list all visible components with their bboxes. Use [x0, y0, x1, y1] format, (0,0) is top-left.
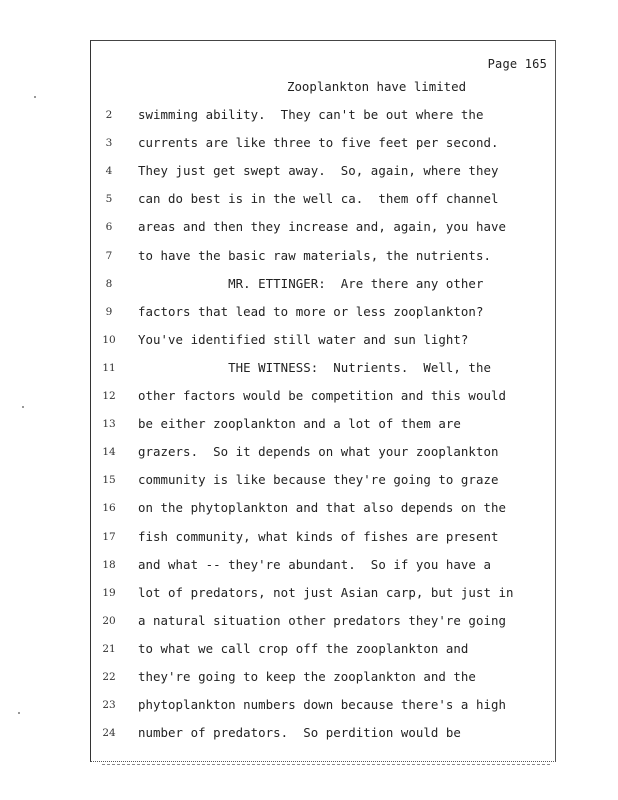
- line-number: 22: [102, 671, 116, 683]
- scan-speck: [22, 406, 24, 408]
- line-number: 13: [102, 418, 116, 431]
- line-text: other factors would be competition and this would: [138, 388, 506, 403]
- transcript-page: [90, 40, 556, 762]
- line-text: they're going to keep the zooplankton and the: [138, 669, 476, 684]
- line-number: 20: [102, 614, 116, 627]
- transcript-line: [91, 274, 555, 294]
- line-number: 8: [105, 277, 113, 290]
- line-text: areas and then they increase and, again, you have: [138, 219, 506, 235]
- line-text: phytoplankton numbers down because there's a high: [138, 697, 506, 713]
- line-text: They just get swept away. So, again, where they: [138, 163, 499, 179]
- transcript-line: [91, 667, 555, 687]
- line-text: lot of predators, not just Asian carp, but just in: [138, 584, 514, 600]
- page-number: Page 165: [487, 57, 547, 71]
- line-1-text: Zooplankton have limited: [287, 79, 467, 94]
- line-number: 7: [105, 249, 113, 262]
- transcript-line: [91, 583, 555, 603]
- line-text: THE WITNESS: Nutrients. Well, the: [138, 359, 491, 375]
- line-number: 2: [105, 109, 113, 121]
- line-number: 10: [102, 333, 116, 346]
- transcript-line: [91, 695, 555, 715]
- scan-speck: [34, 96, 36, 98]
- line-number: 16: [102, 502, 116, 515]
- line-text: to have the basic raw materials, the nutrients.: [138, 247, 491, 263]
- scan-speck: [18, 712, 20, 714]
- line-text: grazers. So it depends on what your zooplankton: [138, 444, 499, 460]
- line-text: a natural situation other predators they're going: [138, 612, 506, 628]
- line-number: 5: [105, 193, 113, 206]
- transcript-line: [91, 442, 555, 462]
- line-text: to what we call crop off the zooplankton and: [138, 640, 469, 656]
- line-number: 3: [105, 137, 113, 150]
- transcript-line: [91, 386, 555, 406]
- transcript-line: [91, 217, 555, 237]
- transcript-line: [91, 189, 555, 209]
- transcript-line: [91, 470, 555, 490]
- line-number: 12: [102, 390, 116, 402]
- line-number: 18: [102, 558, 116, 571]
- line-text: MR. ETTINGER: Are there any other: [138, 275, 484, 291]
- transcript-line: [91, 105, 555, 125]
- line-number: 6: [105, 221, 113, 234]
- transcript-line: [91, 527, 555, 547]
- line-text: You've identified still water and sun light?: [138, 331, 469, 347]
- transcript-line: [91, 330, 555, 350]
- line-text: and what -- they're abundant. So if you have a: [138, 556, 491, 572]
- line-number: 4: [105, 165, 113, 178]
- scan-edge-noise: [102, 764, 550, 765]
- line-number: 21: [102, 642, 116, 655]
- line-text: swimming ability. They can't be out where the: [138, 107, 484, 122]
- line-text: community is like because they're going to graze: [138, 472, 499, 488]
- transcript-line: [91, 358, 555, 378]
- line-number: 19: [102, 586, 116, 599]
- transcript-line: [91, 302, 555, 322]
- line-number: 11: [102, 361, 116, 374]
- line-text: on the phytoplankton and that also depends on the: [138, 500, 506, 516]
- transcript-line: [91, 161, 555, 181]
- transcript-line: [91, 246, 555, 266]
- line-number: 17: [102, 530, 116, 543]
- transcript-line: [91, 723, 555, 743]
- transcript-line: [91, 498, 555, 518]
- transcript-line: [91, 611, 555, 631]
- transcript-line: [91, 414, 555, 434]
- line-text: number of predators. So perdition would be: [138, 725, 461, 741]
- line-text: currents are like three to five feet per second.: [138, 135, 499, 151]
- line-number: 24: [102, 727, 116, 740]
- line-text: can do best is in the well ca. them off channel: [138, 191, 499, 207]
- transcript-line: [91, 555, 555, 575]
- line-text: be either zooplankton and a lot of them are: [138, 416, 461, 432]
- line-text: fish community, what kinds of fishes are present: [138, 528, 499, 544]
- transcript-line: [91, 639, 555, 659]
- line-number: 15: [102, 474, 116, 487]
- line-number: 14: [102, 446, 116, 459]
- line-number: 9: [105, 305, 113, 318]
- line-text: factors that lead to more or less zooplankton?: [138, 303, 484, 319]
- line-number: 23: [102, 699, 116, 712]
- transcript-line: [91, 133, 555, 153]
